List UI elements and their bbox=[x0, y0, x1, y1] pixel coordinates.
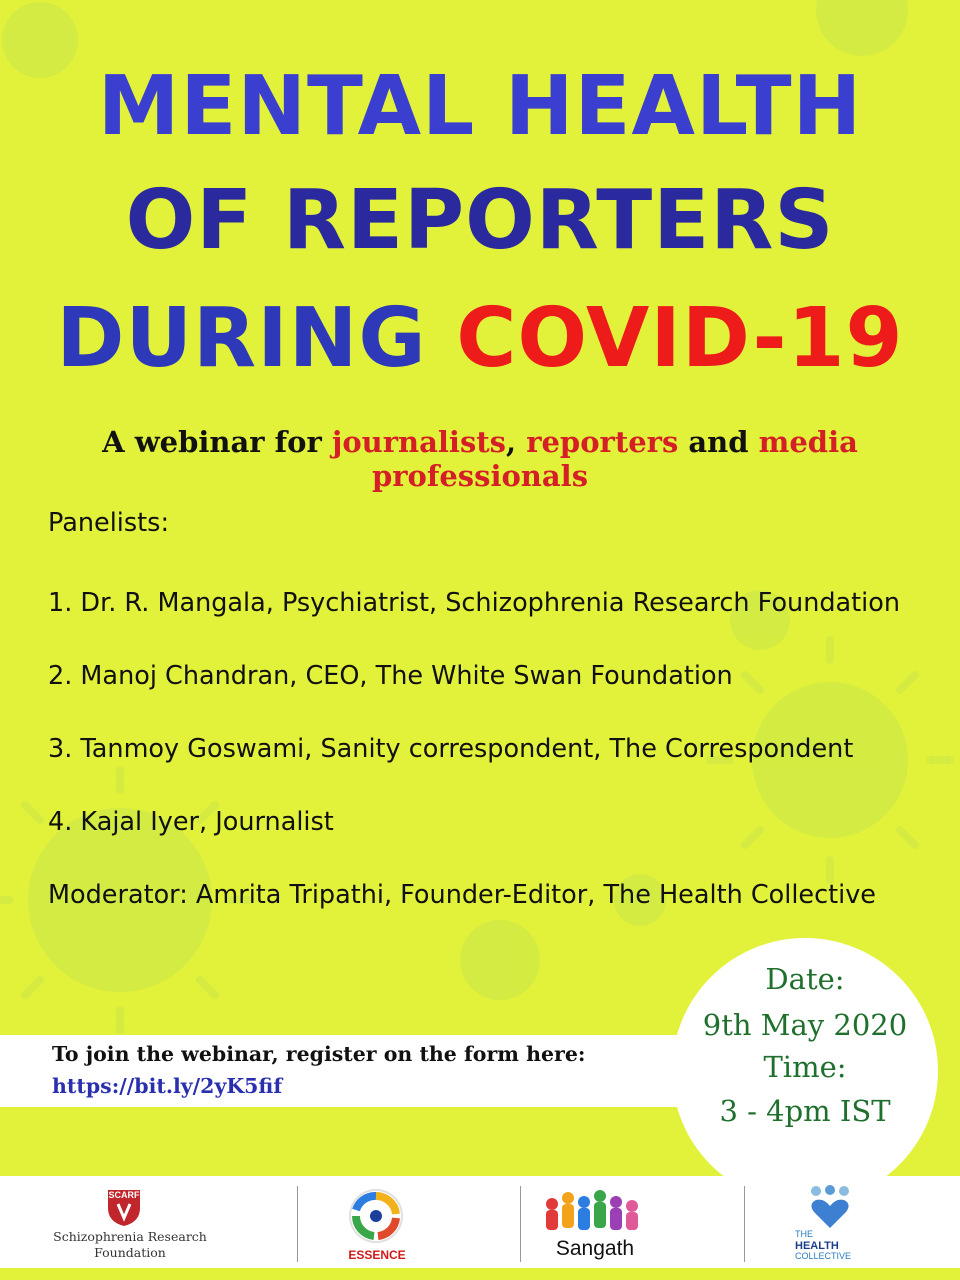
time-label: Time: bbox=[763, 1050, 847, 1084]
subtitle-and: and bbox=[678, 425, 759, 459]
footer-divider-2 bbox=[520, 1186, 521, 1262]
health-collective-logo-icon bbox=[806, 1184, 854, 1230]
health-collective-name bbox=[795, 1230, 875, 1262]
title-line-3-prefix: DURING bbox=[56, 291, 457, 386]
moderator: Moderator: Amrita Tripathi, Founder-Editor, The Health Collective bbox=[48, 880, 876, 910]
subtitle-text: A webinar for bbox=[102, 425, 332, 459]
subtitle-comma: , bbox=[506, 425, 527, 459]
footer-bottom-strip bbox=[0, 1268, 960, 1280]
sangath-name: Sangath bbox=[555, 1237, 635, 1260]
thc-line-1: THE bbox=[795, 1229, 813, 1239]
date-label: Date: bbox=[765, 962, 845, 996]
panelist-1: 1. Dr. R. Mangala, Psychiatrist, Schizophrenia Research Foundation bbox=[48, 588, 901, 618]
scarf-name-line-1: Schizophrenia Research bbox=[53, 1229, 207, 1244]
scarf-name bbox=[40, 1229, 220, 1262]
panelist-3: 3. Tanmoy Goswami, Sanity correspondent, The Correspondent bbox=[48, 734, 854, 764]
subtitle-reporters: reporters bbox=[526, 425, 679, 459]
registration-text: To join the webinar, register on the form here: bbox=[52, 1042, 586, 1066]
title-line-2: OF REPORTERS bbox=[125, 173, 835, 268]
panelists-heading: Panelists: bbox=[48, 508, 170, 538]
panelist-2: 2. Manoj Chandran, CEO, The White Swan Foundation bbox=[48, 661, 733, 691]
webinar-subtitle bbox=[0, 425, 960, 493]
scarf-name-line-2: Foundation bbox=[94, 1245, 166, 1261]
footer-divider-3 bbox=[744, 1186, 745, 1262]
scarf-logo-icon bbox=[104, 1184, 144, 1228]
date-value: 9th May 2020 bbox=[702, 1008, 908, 1042]
essence-logo-icon bbox=[330, 1186, 422, 1250]
scarf-logo-mark: SCARF bbox=[108, 1190, 140, 1200]
footer-divider-1 bbox=[297, 1186, 298, 1262]
sangath-logo-icon bbox=[540, 1186, 650, 1238]
subtitle-journalists: journalists bbox=[331, 425, 506, 459]
registration-link[interactable]: https://bit.ly/2yK5fif bbox=[52, 1074, 283, 1098]
title-line-1: MENTAL HEALTH bbox=[97, 59, 863, 154]
thc-line-2: HEALTH bbox=[795, 1239, 839, 1252]
time-value: 3 - 4pm IST bbox=[719, 1094, 891, 1128]
title-line-3 bbox=[0, 291, 960, 386]
title-covid-highlight: COVID-19 bbox=[456, 291, 904, 386]
subtitle-media-professionals: media professionals bbox=[371, 425, 858, 493]
thc-line-3: COLLECTIVE bbox=[795, 1250, 852, 1261]
essence-name: ESSENCE bbox=[348, 1248, 406, 1262]
panelist-4: 4. Kajal Iyer, Journalist bbox=[48, 807, 334, 837]
